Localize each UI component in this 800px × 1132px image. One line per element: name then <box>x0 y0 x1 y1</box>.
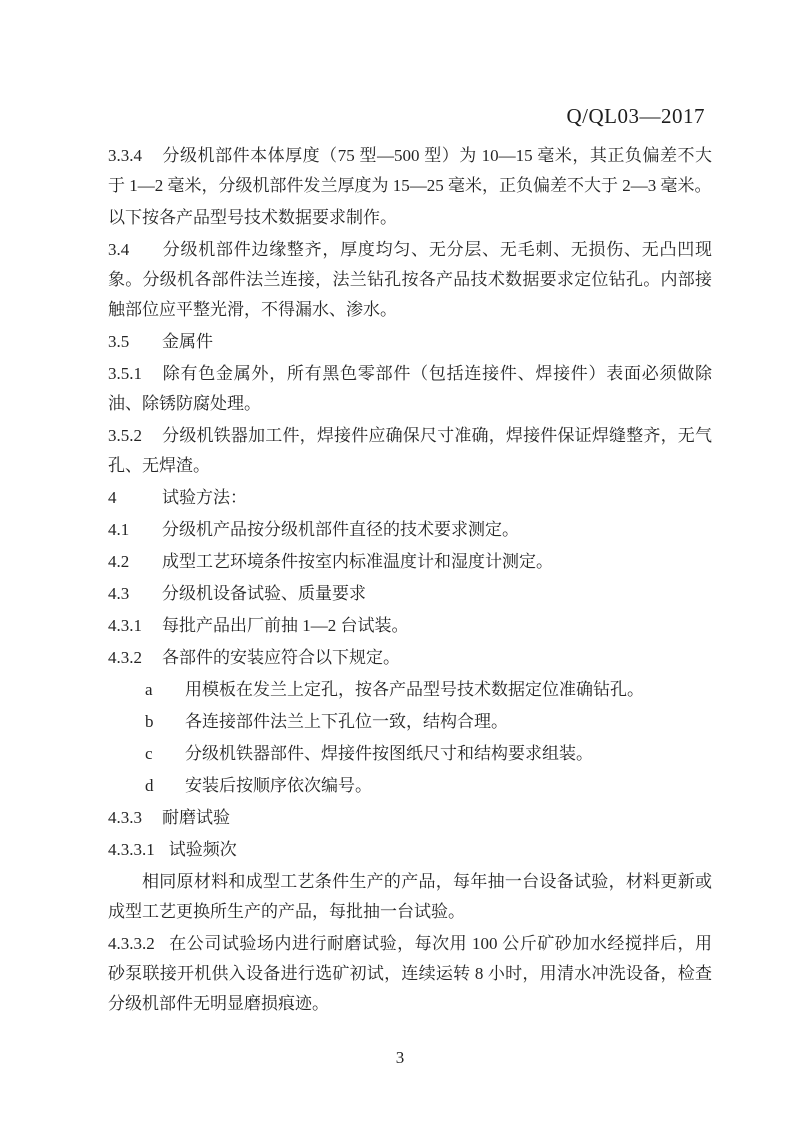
clause-text: 每批产品出厂前抽 1—2 台试装。 <box>162 616 409 635</box>
clause-text: 分级机铁器部件、焊接件按图纸尺寸和结构要求组装。 <box>185 744 593 763</box>
clause-text: 试验方法： <box>162 488 247 507</box>
clause-number: d <box>145 776 154 795</box>
clause-number: 3.5 <box>108 332 130 351</box>
paragraph <box>108 611 712 641</box>
clause-text: 相同原材料和成型工艺条件生产的产品，每年抽一台设备试验，材料更新或成型工艺更换所生产的产品，每批抽一台试验。 <box>108 872 712 921</box>
clause-number: 3.5.1 <box>108 364 142 383</box>
clause-number: 3.4 <box>108 240 130 259</box>
paragraph <box>108 203 712 233</box>
clause-number: 4.3.3 <box>108 808 142 827</box>
document-body <box>108 141 712 1021</box>
clause-text: 用模板在发兰上定孔，按各产品型号技术数据定位准确钻孔。 <box>185 680 644 699</box>
clause-number: 4.3.3.1 <box>108 840 155 859</box>
document-footer <box>0 1048 800 1068</box>
clause-number: 4.3.3.2 <box>108 934 155 953</box>
list-item <box>108 739 712 769</box>
clause-number: b <box>145 712 154 731</box>
paragraph <box>108 579 712 609</box>
clause-number: 4.3 <box>108 584 130 603</box>
clause-text: 分级机部件边缘整齐，厚度均匀、无分层、无毛刺、无损伤、无凸凹现象。分级机各部件法兰连接，法兰钻孔按各产品技术数据要求定位钻孔。内部接触部位应平整光滑，不得漏水、渗水。 <box>108 240 712 319</box>
paragraph <box>108 235 712 325</box>
paragraph <box>108 141 712 201</box>
clause-text: 除有色金属外，所有黑色零部件（包括连接件、焊接件）表面必须做除油、除锈防腐处理。 <box>108 364 712 413</box>
paragraph <box>108 929 712 1019</box>
clause-number: 4 <box>108 488 117 507</box>
paragraph <box>108 359 712 419</box>
paragraph <box>108 835 712 865</box>
clause-number: 4.1 <box>108 520 130 539</box>
clause-text: 各连接部件法兰上下孔位一致，结构合理。 <box>185 712 508 731</box>
document-header <box>567 104 706 129</box>
clause-number: 3.3.4 <box>108 146 142 165</box>
clause-text: 分级机部件本体厚度（75 型—500 型）为 10—15 毫米，其正负偏差不大于 1—2 毫米，分级机部件发兰厚度为 15—25 毫米，正负偏差不大于 2—3 毫米。 <box>108 146 712 195</box>
list-item <box>108 771 712 801</box>
clause-number: c <box>145 744 153 763</box>
clause-text: 试验频次 <box>168 840 237 859</box>
page-number: 3 <box>395 1048 405 1067</box>
clause-text: 各部件的安装应符合以下规定。 <box>162 648 400 667</box>
clause-text: 以下按各产品型号技术数据要求制作。 <box>108 208 397 227</box>
paragraph <box>108 483 712 513</box>
doc-number: Q/QL03—2017 <box>566 104 705 128</box>
clause-text: 金属件 <box>162 332 213 351</box>
clause-number: 4.2 <box>108 552 130 571</box>
clause-number: 3.5.2 <box>108 426 142 445</box>
clause-number: 4.3.1 <box>108 616 142 635</box>
clause-number: a <box>145 680 153 699</box>
clause-text: 成型工艺环境条件按室内标准温度计和湿度计测定。 <box>162 552 553 571</box>
paragraph <box>108 515 712 545</box>
paragraph <box>108 803 712 833</box>
paragraph <box>108 643 712 673</box>
paragraph <box>108 867 712 927</box>
clause-text: 分级机铁器加工件，焊接件应确保尺寸准确，焊接件保证焊缝整齐，无气孔、无焊渣。 <box>108 426 712 475</box>
paragraph <box>108 327 712 357</box>
clause-text: 耐磨试验 <box>162 808 230 827</box>
paragraph <box>108 421 712 481</box>
paragraph <box>108 547 712 577</box>
list-item <box>108 707 712 737</box>
clause-text: 分级机设备试验、质量要求 <box>162 584 366 603</box>
clause-text: 分级机产品按分级机部件直径的技术要求测定。 <box>162 520 519 539</box>
clause-number: 4.3.2 <box>108 648 142 667</box>
clause-text: 在公司试验场内进行耐磨试验，每次用 100 公斤矿砂加水经搅拌后，用砂泵联接开机供入设备进行选矿初试，连续运转 8 小时，用清水冲洗设备，检查分级机部件无明显磨损痕迹。 <box>108 934 712 1013</box>
list-item <box>108 675 712 705</box>
clause-text: 安装后按顺序依次编号。 <box>185 776 372 795</box>
